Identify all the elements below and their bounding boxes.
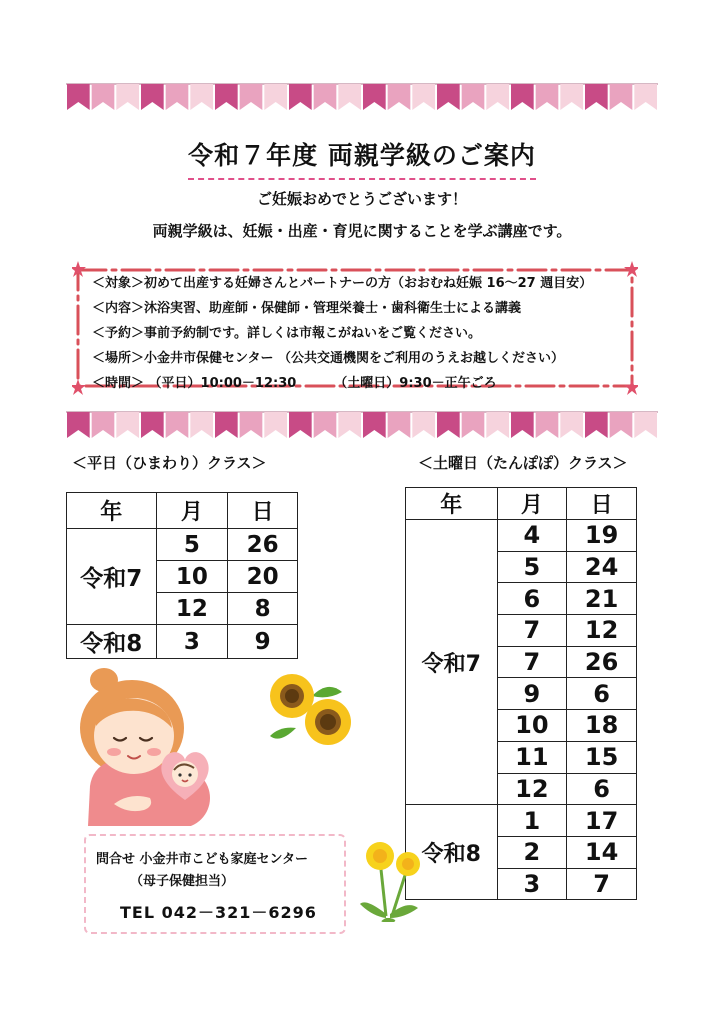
info-time-saturday: （土曜日）9:30－正午ごろ — [334, 376, 497, 391]
bunting-flag — [190, 412, 213, 438]
saturday-schedule-table — [405, 487, 637, 900]
column-header-year: 年 — [406, 488, 498, 520]
bunting-flag — [314, 412, 337, 438]
month-cell: 2 — [497, 836, 567, 868]
month-cell: 1 — [497, 805, 567, 837]
bunting-flag — [92, 84, 115, 110]
bunting-flag — [67, 412, 90, 438]
bunting-flag — [634, 412, 657, 438]
column-header-month: 月 — [156, 493, 228, 529]
month-cell: 12 — [497, 773, 567, 805]
bunting-bottom — [66, 408, 658, 444]
lead-text: 両親学級は、妊娠・出産・育児に関することを学ぶ講座です。 — [152, 222, 572, 240]
info-content: ＜内容＞沐浴実習、助産師・保健師・管理栄養士・歯科衛生士による講義 — [92, 301, 522, 316]
era-cell: 令和7 — [406, 520, 498, 805]
table-row — [406, 520, 637, 552]
day-cell: 15 — [567, 741, 637, 773]
bunting-flag — [240, 84, 263, 110]
bunting-flag — [166, 412, 189, 438]
column-header-day: 日 — [228, 493, 298, 529]
bunting-flag — [585, 412, 608, 438]
bunting-flag — [289, 412, 312, 438]
bunting-flag — [560, 84, 583, 110]
bunting-flag — [388, 84, 411, 110]
bunting-flag — [264, 412, 287, 438]
era-cell: 令和8 — [67, 625, 157, 659]
day-cell: 17 — [567, 805, 637, 837]
bunting-flag — [536, 412, 559, 438]
column-header-year: 年 — [67, 493, 157, 529]
bunting-flag — [388, 412, 411, 438]
contact-office: 問合せ 小金井市こども家庭センター — [96, 852, 309, 867]
day-cell: 14 — [567, 836, 637, 868]
info-target: ＜対象＞初めて出産する妊婦さんとパートナーの方（おおむね妊娠 16～27 週目安） — [92, 276, 593, 291]
bunting-flag — [634, 84, 657, 110]
column-header-month: 月 — [497, 488, 567, 520]
bunting-flag — [363, 412, 386, 438]
day-cell: 24 — [567, 551, 637, 583]
bunting-flag — [437, 412, 460, 438]
congratulation-text: ご妊娠おめでとうございます！ — [256, 190, 467, 208]
column-header-day: 日 — [567, 488, 637, 520]
table-row — [67, 625, 298, 659]
bunting-flag — [215, 84, 238, 110]
bunting-flag — [536, 84, 559, 110]
month-cell: 7 — [497, 646, 567, 678]
month-cell: 9 — [497, 678, 567, 710]
month-cell: 10 — [497, 710, 567, 742]
bunting-flag — [462, 412, 485, 438]
day-cell: 6 — [567, 678, 637, 710]
bunting-flag — [215, 412, 238, 438]
month-cell: 4 — [497, 520, 567, 552]
bunting-flag — [462, 84, 485, 110]
bunting-flag — [486, 412, 509, 438]
info-place: ＜場所＞小金井市保健センター （公共交通機関をご利用のうえお越しください） — [92, 351, 565, 366]
bunting-flag — [116, 84, 139, 110]
weekday-schedule-table — [66, 492, 298, 659]
day-cell: 9 — [228, 625, 298, 659]
bunting-flag — [338, 84, 361, 110]
month-cell: 11 — [497, 741, 567, 773]
day-cell: 7 — [567, 868, 637, 900]
star-icon — [72, 379, 86, 395]
table-row — [406, 805, 637, 837]
month-cell: 6 — [497, 583, 567, 615]
bunting-flag — [338, 412, 361, 438]
bunting-flag — [166, 84, 189, 110]
bunting-flag — [511, 412, 534, 438]
day-cell: 6 — [567, 773, 637, 805]
month-cell: 5 — [156, 529, 228, 561]
bunting-flag — [610, 84, 633, 110]
bunting-flag — [412, 84, 435, 110]
contact-phone: TEL 042－321－6296 — [120, 903, 317, 922]
info-time — [92, 372, 497, 391]
bunting-flag — [412, 412, 435, 438]
day-cell: 12 — [567, 615, 637, 647]
era-cell: 令和7 — [67, 529, 157, 625]
table-row — [67, 529, 298, 561]
month-cell: 12 — [156, 593, 228, 625]
bunting-flag — [585, 84, 608, 110]
bunting-flag — [240, 412, 263, 438]
baby-heart-illustration — [156, 746, 214, 802]
day-cell: 26 — [567, 646, 637, 678]
weekday-class-heading: ＜平日（ひまわり）クラス＞ — [72, 454, 267, 472]
month-cell: 3 — [156, 625, 228, 659]
bunting-flag — [116, 412, 139, 438]
bunting-flag — [486, 84, 509, 110]
info-reservation: ＜予約＞事前予約制です。詳しくは市報こがねいをご覧ください。 — [92, 326, 481, 341]
month-cell: 5 — [497, 551, 567, 583]
day-cell: 19 — [567, 520, 637, 552]
page-title: 令和７年度 両親学級のご案内 — [188, 136, 536, 180]
bunting-flag — [560, 412, 583, 438]
day-cell: 20 — [228, 561, 298, 593]
month-cell: 3 — [497, 868, 567, 900]
bunting-flag — [141, 412, 164, 438]
info-time-weekday: ＜時間＞ （平日）10:00－12:30 — [92, 376, 297, 391]
bunting-top — [66, 80, 658, 116]
month-cell: 7 — [497, 615, 567, 647]
day-cell: 21 — [567, 583, 637, 615]
bunting-flag — [264, 84, 287, 110]
sunflower-illustration — [266, 670, 358, 754]
bunting-flag — [314, 84, 337, 110]
contact-box — [84, 834, 346, 934]
bunting-flag — [289, 84, 312, 110]
bunting-flag — [92, 412, 115, 438]
bunting-flag — [511, 84, 534, 110]
saturday-class-heading: ＜土曜日（たんぽぽ）クラス＞ — [418, 454, 628, 472]
bunting-flag — [437, 84, 460, 110]
era-cell: 令和8 — [406, 805, 498, 900]
dandelion-illustration — [356, 838, 426, 922]
day-cell: 8 — [228, 593, 298, 625]
contact-department: （母子保健担当） — [130, 874, 235, 889]
bunting-flag — [141, 84, 164, 110]
bunting-flag — [610, 412, 633, 438]
bunting-flag — [363, 84, 386, 110]
bunting-flag — [190, 84, 213, 110]
day-cell: 18 — [567, 710, 637, 742]
month-cell: 10 — [156, 561, 228, 593]
day-cell: 26 — [228, 529, 298, 561]
bunting-flag — [67, 84, 90, 110]
